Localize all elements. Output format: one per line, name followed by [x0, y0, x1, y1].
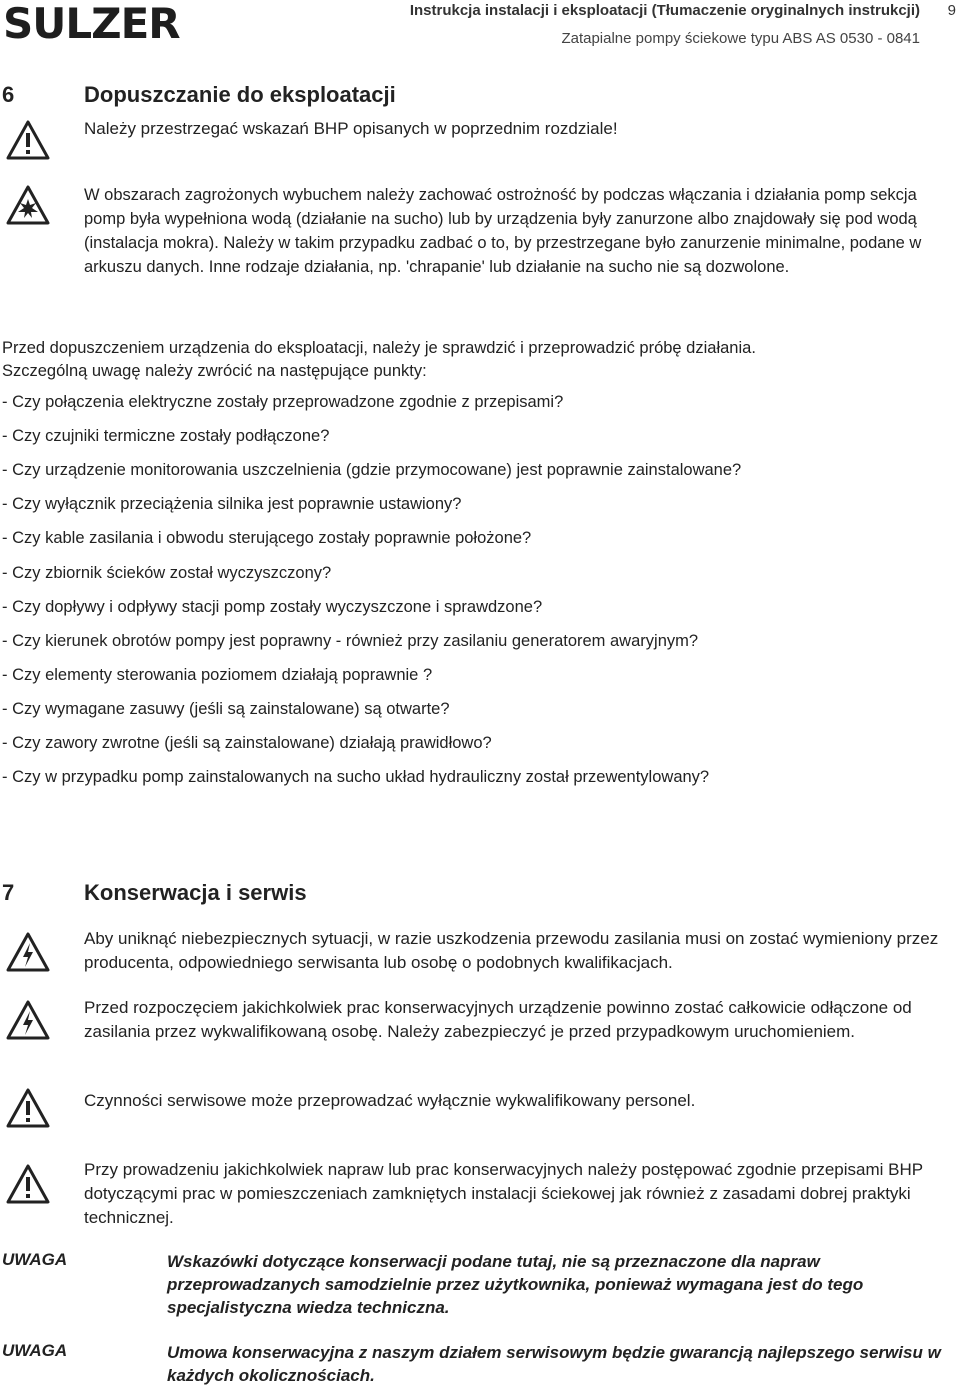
- safety-warning-text: Należy przestrzegać wskazań BHP opisanych w poprzednim rozdziale!: [84, 119, 618, 138]
- checklist-item: - Czy dopływy i odpływy stacji pomp zostały wyczyszczone i sprawdzone?: [2, 598, 543, 616]
- checklist-item: - Czy kable zasilania i obwodu sterującego zostały poprawnie położone?: [2, 529, 532, 547]
- electrical-hazard-icon: [6, 932, 50, 972]
- sulzer-logo: SULZER: [3, 0, 180, 48]
- maintenance-paragraph: Aby uniknąć niebezpiecznych sytuacji, w razie uszkodzenia przewodu zasilania musi on zostać wymieniony przez producenta, odpowiedniego serwisanta lub osobę o podobnych kwalifikacjach.: [84, 929, 939, 972]
- checklist-item: - Czy wyłącznik przeciążenia silnika jest poprawnie ustawiony?: [2, 495, 462, 513]
- note-label: UWAGA: [2, 1250, 68, 1269]
- section-number: 6: [2, 82, 15, 107]
- maintenance-paragraph: Przed rozpoczęciem jakichkolwiek prac konserwacyjnych urządzenie powinno zostać całkowicie odłączone od zasilania przez wykwalifikowaną osobę. Należy zabezpieczyć je przed przypadkowym uruchomieniem.: [84, 998, 912, 1041]
- maintenance-paragraph: Czynności serwisowe może przeprowadzać wyłącznie wykwalifikowany personel.: [84, 1091, 696, 1110]
- checklist-item: - Czy wymagane zasuwy (jeśli są zainstalowane) są otwarte?: [2, 700, 450, 718]
- intro-line-2: Szczególną uwagę należy zwrócić na następujące punkty:: [2, 362, 427, 380]
- explosion-hazard-icon: [6, 185, 50, 225]
- section-title: Dopuszczanie do eksploatacji: [84, 82, 396, 107]
- checklist-item: - Czy w przypadku pomp zainstalowanych na sucho układ hydrauliczny został przewentylowany?: [2, 768, 710, 786]
- note-text: Wskazówki dotyczące konserwacji podane tutaj, nie są przeznaczone dla napraw przeprowadzanych samodzielnie przez użytkownika, ponieważ wymagana jest do tego specjalistyczna wiedza techniczna.: [167, 1252, 864, 1317]
- warning-icon: [6, 1088, 50, 1128]
- document-title: Instrukcja instalacji i eksploatacji (Tłumaczenie oryginalnych instrukcji): [409, 2, 920, 19]
- explosion-warning-text: W obszarach zagrożonych wybuchem należy zachować ostrożność by podczas włączania i działania pomp sekcja pomp była wypełniona wodą (działanie na sucho) lub by urządzenia były zanurzone albo znajdowały się pod wodą (instalacja mokra). Należy w takim przypadku zadbać o to, by przestrzegane było zanurzenie minimalne, podane w arkuszu danych. Inne rodzaje działania, np. 'chrapanie' lub działanie na sucho nie są dozwolone.: [84, 186, 922, 276]
- checklist-item: - Czy kierunek obrotów pompy jest poprawny - również przy zasilaniu generatorem awaryjnym?: [2, 632, 699, 650]
- electrical-hazard-icon: [6, 1000, 50, 1040]
- intro-line-1: Przed dopuszczeniem urządzenia do eksploatacji, należy je sprawdzić i przeprowadzić próbę działania.: [2, 339, 756, 357]
- checklist-item: - Czy zbiornik ścieków został wyczyszczony?: [2, 564, 332, 582]
- note-text: Umowa konserwacyjna z naszym działem serwisowym będzie gwarancją najlepszego serwisu w każdych okolicznościach.: [167, 1343, 941, 1385]
- warning-icon: [6, 120, 50, 160]
- note-label: UWAGA: [2, 1341, 68, 1360]
- document-subtitle: Zatapialne pompy ściekowe typu ABS AS 0530 - 0841: [561, 30, 920, 47]
- checklist-item: - Czy czujniki termiczne zostały podłączone?: [2, 427, 330, 445]
- page-number: 9: [947, 2, 956, 19]
- checklist-item: - Czy elementy sterowania poziomem działają poprawnie ?: [2, 666, 433, 684]
- checklist-item: - Czy urządzenie monitorowania uszczelnienia (gdzie przymocowane) jest poprawnie zainstalowane?: [2, 461, 742, 479]
- section-number: 7: [2, 880, 15, 905]
- section-title: Konserwacja i serwis: [84, 880, 307, 905]
- checklist-item: - Czy połączenia elektryczne zostały przeprowadzone zgodnie z przepisami?: [2, 393, 564, 411]
- checklist-item: - Czy zawory zwrotne (jeśli są zainstalowane) działają prawidłowo?: [2, 734, 492, 752]
- maintenance-paragraph: Przy prowadzeniu jakichkolwiek napraw lub prac konserwacyjnych należy postępować zgodnie przepisami BHP dotyczącymi prac w pomieszczeniach zamkniętych instalacji ściekowej jak również z zasadami dobrej praktyki technicznej.: [84, 1160, 923, 1227]
- warning-icon: [6, 1164, 50, 1204]
